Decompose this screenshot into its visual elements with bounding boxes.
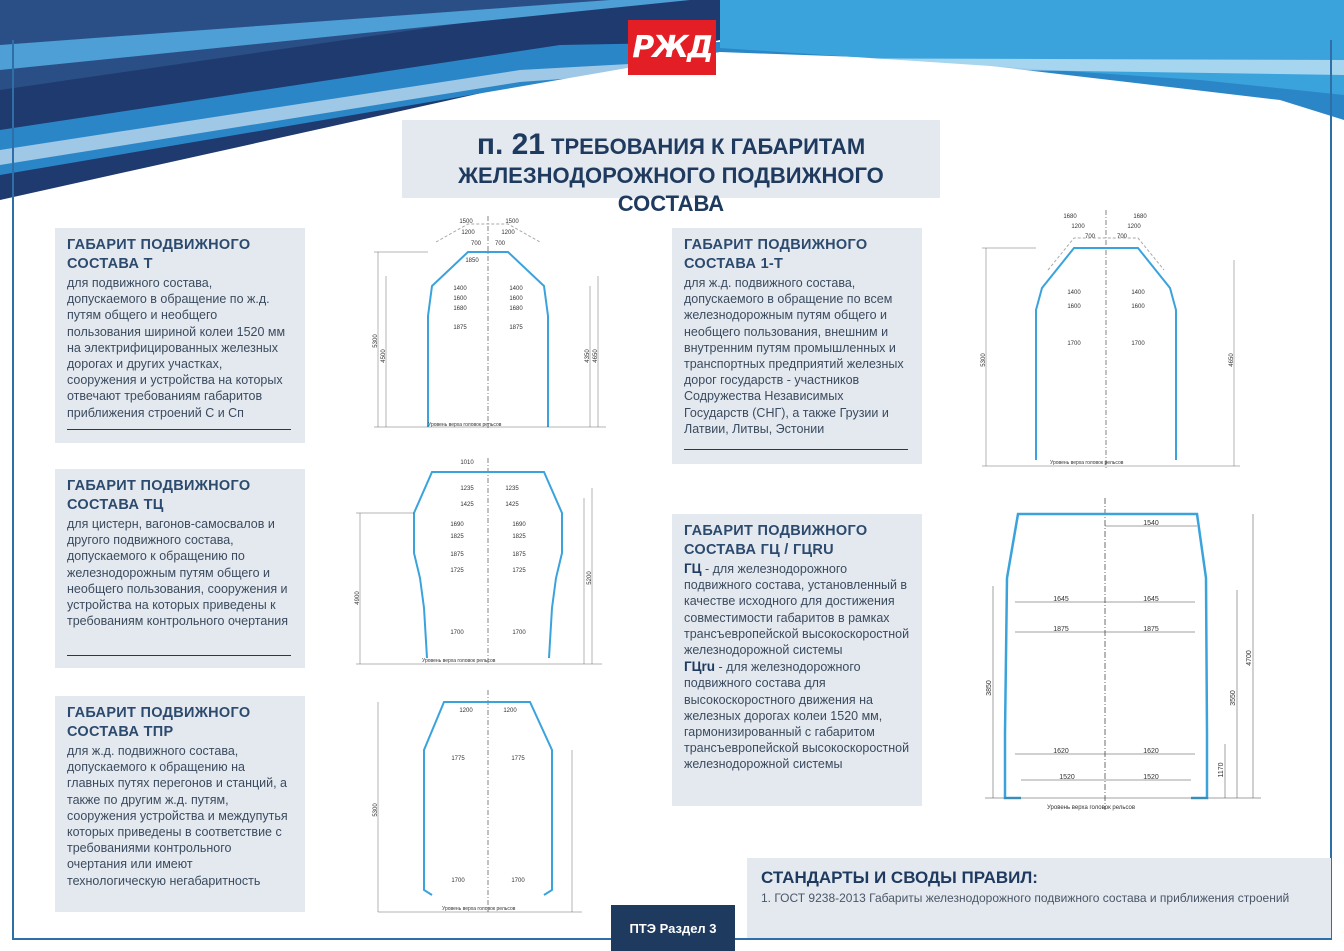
dim-label: 1700 — [1067, 341, 1081, 347]
dim-label: 5300 — [373, 803, 379, 817]
dim-label: 1235 — [505, 486, 519, 492]
card-title: ГАБАРИТ ПОДВИЖНОГО СОСТАВА ТПР — [67, 705, 251, 740]
dim-label: 1520 — [1143, 774, 1159, 781]
dim-label: 1850 — [465, 258, 479, 264]
card-gabarit-t — [55, 228, 305, 443]
title-line-1: ТРЕБОВАНИЯ К ГАБАРИТАМ — [551, 134, 866, 159]
dim-label: 5300 — [373, 334, 379, 348]
dim-label: 1600 — [509, 296, 523, 302]
card-gabarit-tpr — [55, 696, 305, 912]
dim-label: 1645 — [1053, 596, 1069, 603]
rail-level-label: Уровень верха головок рельсов — [442, 906, 516, 912]
dim-label: 1010 — [460, 460, 474, 466]
diagram-gc — [985, 498, 1261, 818]
dim-label: 4650 — [1229, 353, 1235, 367]
dim-label: 1425 — [505, 502, 519, 508]
dim-label: 1680 — [509, 306, 523, 312]
diagram-1t — [978, 210, 1248, 470]
card-gabarit-1t — [672, 228, 922, 464]
dim-label: 1400 — [509, 286, 523, 292]
dim-label: 1875 — [1053, 626, 1069, 633]
dim-label: 1875 — [450, 552, 464, 558]
dim-label: 1725 — [450, 568, 464, 574]
dim-label: 1200 — [1127, 224, 1141, 230]
page-title-box — [402, 120, 940, 216]
dim-label: 1520 — [1059, 774, 1075, 781]
dim-label: 1680 — [1063, 214, 1077, 220]
dim-label: 1500 — [505, 219, 519, 225]
dim-label: 1170 — [1218, 762, 1225, 778]
dim-label: 1200 — [459, 708, 473, 714]
standards-item: 1. ГОСТ 9238-2013 Габариты железнодорожного подвижного состава и приближения строений — [761, 891, 1290, 905]
dim-label: 1875 — [1143, 626, 1159, 633]
dim-label: 700 — [1084, 234, 1096, 240]
dim-label: 3550 — [1230, 690, 1237, 706]
dim-label: 1700 — [512, 630, 526, 636]
page-title — [402, 130, 940, 162]
dim-label: 700 — [494, 241, 506, 247]
dim-label: 1620 — [1143, 748, 1159, 755]
section-tab: ПТЭ Раздел 3 — [611, 905, 735, 951]
rail-level-label: Уровень верха головок рельсов — [428, 422, 502, 428]
dim-label: 1680 — [453, 306, 467, 312]
dim-label: 1700 — [1131, 341, 1145, 347]
card-divider — [67, 429, 291, 430]
dim-label: 1425 — [460, 502, 474, 508]
dim-label: 1600 — [453, 296, 467, 302]
dim-label: 4900 — [355, 591, 361, 605]
dim-label: 1540 — [1143, 520, 1159, 527]
diagram-tpr — [372, 690, 592, 916]
dim-label: 4700 — [1246, 650, 1253, 666]
rail-level-label: Уровень верха головок рельсов — [1050, 460, 1124, 466]
dim-label: 4650 — [593, 349, 599, 363]
dim-label: 1200 — [503, 708, 517, 714]
dim-label: 1500 — [459, 219, 473, 225]
dim-label: 1200 — [461, 230, 475, 236]
dim-label: 1875 — [453, 325, 467, 331]
dim-label: 1235 — [460, 486, 474, 492]
dim-label: 1620 — [1053, 748, 1069, 755]
dim-label: 1700 — [450, 630, 464, 636]
gc-text: - для железнодорожного подвижного состава, установленный в качестве исходного для достижения совместимости габаритов в рамках трансъевропейской высокоскоростной железнодорожной системы — [684, 562, 910, 658]
dim-label: 700 — [470, 241, 482, 247]
gcru-text: - для железнодорожного подвижного состава для высокоскоростного движения на железных дорогах колеи 1520 мм, гармонизированный с габаритом трансъевропейской высокоскоростной железнодорожной системы — [684, 660, 910, 772]
dim-label: 1400 — [453, 286, 467, 292]
card-gabarit-tc — [55, 469, 305, 668]
dim-label: 4500 — [381, 349, 387, 363]
gcru-label: ГЦru — [684, 659, 716, 675]
dim-label: 1700 — [511, 878, 525, 884]
card-title: ГАБАРИТ ПОДВИЖНОГО СОСТАВА ТЦ — [67, 478, 251, 513]
dim-label: 1875 — [509, 325, 523, 331]
dim-label: 1690 — [450, 522, 464, 528]
card-title: ГАБАРИТ ПОДВИЖНОГО СОСТАВА ГЦ / ГЦRU — [684, 523, 868, 558]
card-text-gc — [684, 561, 910, 658]
rail-level-label: Уровень верха головок рельсов — [1047, 805, 1136, 811]
dim-label: 4350 — [585, 349, 591, 363]
dim-label: 1690 — [512, 522, 526, 528]
gc-label: ГЦ — [684, 561, 702, 576]
card-title: ГАБАРИТ ПОДВИЖНОГО СОСТАВА Т — [67, 237, 251, 272]
card-text: для ж.д. подвижного состава, допускаемого к обращению на главных путях перегонов и станций, а также по другим ж.д. путям, сооружения устройства и междупутья которых приведены в соответствие с требованиями контрольного очертания или имеют технологическую негабаритность — [67, 744, 288, 888]
dim-label: 5300 — [981, 353, 987, 367]
card-title: ГАБАРИТ ПОДВИЖНОГО СОСТАВА 1-Т — [684, 237, 868, 272]
standards-title: СТАНДАРТЫ И СВОДЫ ПРАВИЛ: — [761, 868, 1038, 887]
diagram-t — [366, 216, 611, 432]
dim-label: 1645 — [1143, 596, 1159, 603]
dim-label: 1400 — [1131, 290, 1145, 296]
card-divider — [67, 655, 291, 656]
dim-label: 700 — [1116, 234, 1128, 240]
card-text: для цистерн, вагонов-самосвалов и другого подвижного состава, допускаемого к обращению по железнодорожным путям общего и необщего пользования, сооружения и устройства на которых приведены к требованиям контрольного очертания — [67, 517, 288, 629]
dim-label: 5200 — [587, 571, 593, 585]
rzd-logo — [628, 20, 716, 75]
diagram-tc — [352, 458, 610, 666]
title-line-2: ЖЕЛЕЗНОДОРОЖНОГО ПОДВИЖНОГО СОСТАВА — [458, 163, 884, 216]
dim-label: 1875 — [512, 552, 526, 558]
card-text: для ж.д. подвижного состава, допускаемого в обращение по всем железнодорожным путям общего и необщего пользования, внешним и внутренним путям промышленных и транспортных предприятий железных дорог государств - участников Содружества Независимых Государств (СНГ), а также Грузии и Латвии, Литвы, Эстонии — [684, 276, 904, 436]
standards-box — [747, 858, 1331, 938]
dim-label: 1600 — [1131, 304, 1145, 310]
rail-level-label: Уровень верха головок рельсов — [422, 658, 496, 664]
dim-label: 1680 — [1133, 214, 1147, 220]
card-divider — [684, 449, 908, 450]
card-gabarit-gc — [672, 514, 922, 806]
dim-label: 1600 — [1067, 304, 1081, 310]
dim-label: 1775 — [511, 756, 525, 762]
dim-label: 1700 — [451, 878, 465, 884]
card-text: для подвижного состава, допускаемого в обращение по ж.д. путям общего и необщего пользования шириной колеи 1520 мм на электрифицированных железных дорогах и других участках, сооружения и устройства на которых отвечают требованиям габаритов приближения строений С и Сп — [67, 276, 286, 420]
title-number: п. 21 — [476, 128, 545, 161]
dim-label: 1400 — [1067, 290, 1081, 296]
dim-label: 1825 — [450, 534, 464, 540]
card-text-gcru — [684, 659, 910, 772]
dim-label: 1200 — [1071, 224, 1085, 230]
dim-label: 1775 — [451, 756, 465, 762]
logo-text: РЖД — [632, 30, 712, 65]
dim-label: 3850 — [986, 680, 993, 696]
dim-label: 1200 — [501, 230, 515, 236]
dim-label: 1825 — [512, 534, 526, 540]
dim-label: 1725 — [512, 568, 526, 574]
